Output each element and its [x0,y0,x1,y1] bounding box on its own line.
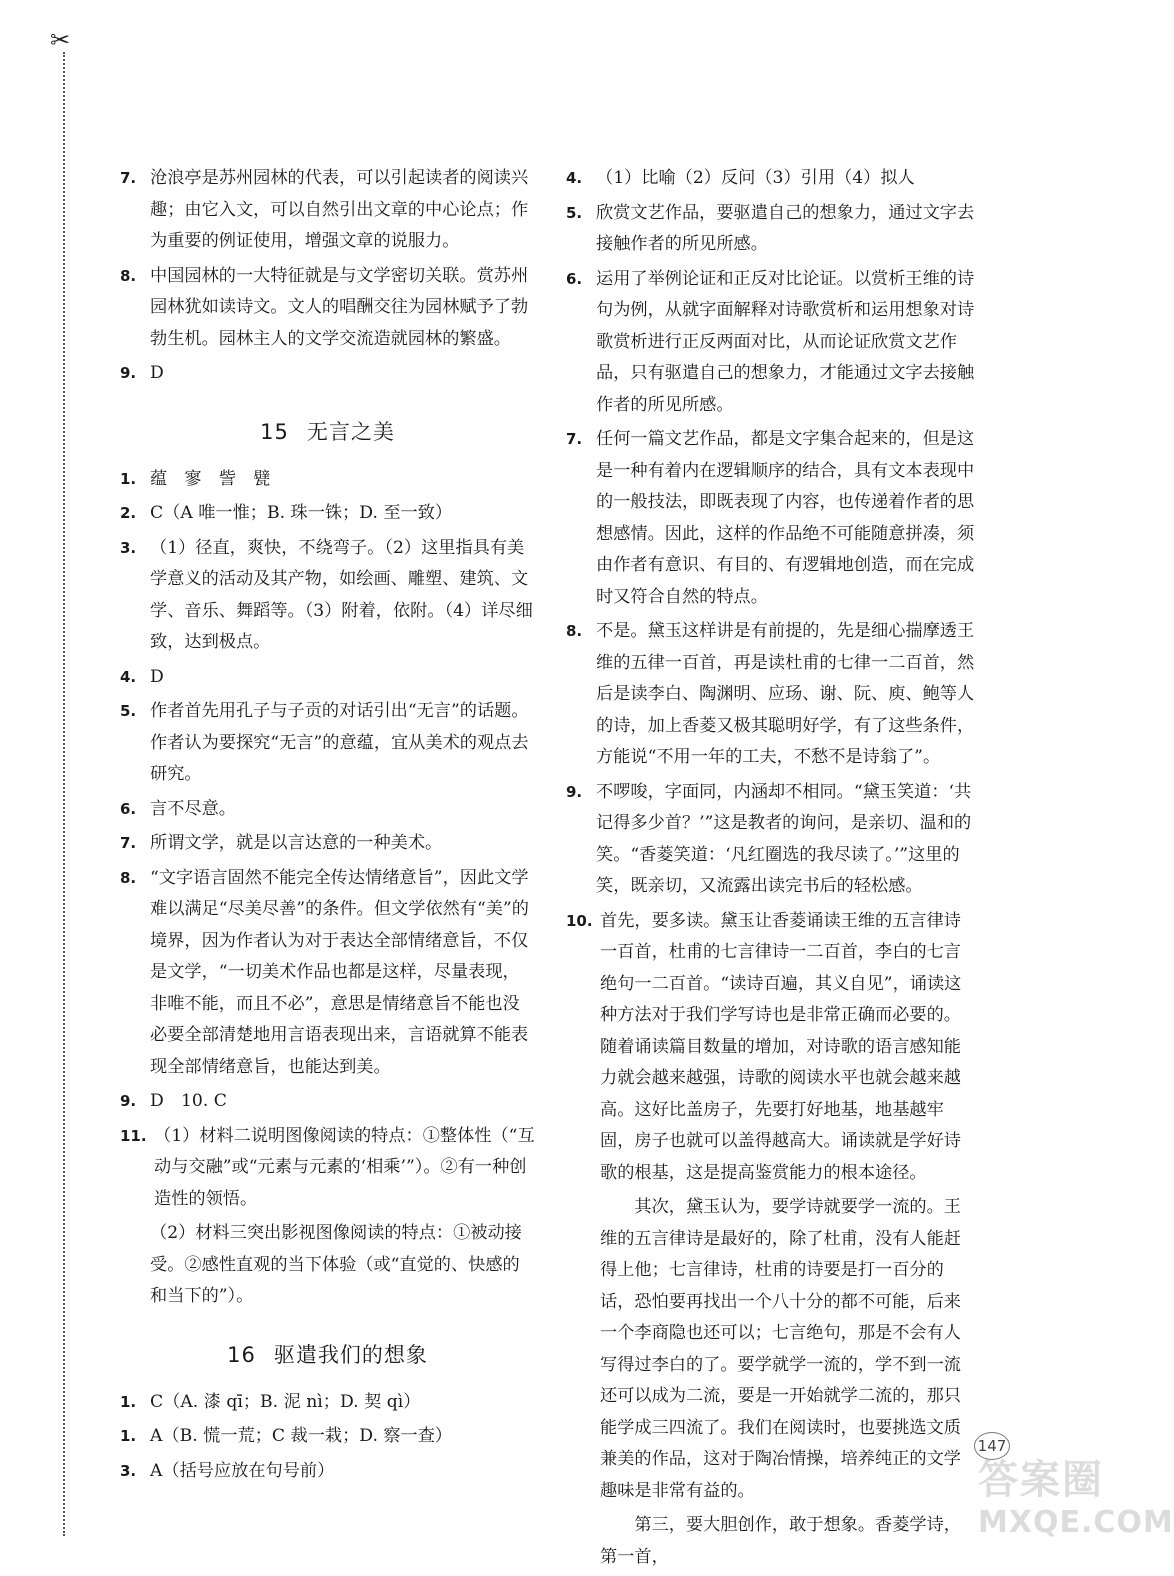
answer-text: D [150,666,164,687]
answer-text: 沧浪亭是苏州园林的代表，可以引起读者的阅读兴趣；由它入文，可以自然引出文章的中心论点；作为重要的例证使用，增强文章的说服力。 [150,168,529,251]
answer-text: A（B. 慌一荒；C 裁一栽；D. 察一查） [150,1426,453,1446]
answer-number: 9. [566,782,583,801]
answer-number: 7. [120,834,137,852]
answer-item [566,616,978,774]
answer-text: 运用了举例论证和正反对比论证。以赏析王维的诗句为例，从就字面解释对诗歌赏析和运用想象对诗歌赏析进行正反两面对比，从而论证欣赏文艺作品，只有驱遣自己的想象力，才能通过文字去接触作者的所见所感。 [596,268,975,415]
answer-item [120,662,535,694]
answer-number: 9. [120,1092,137,1110]
answer-text: 中国园林的一大特征就是与文学密切关联。赏苏州园林犹如读诗文。文人的唱酬交往为园林赋予了勃勃生机。园林主人的文学交流造就园林的繁盛。 [150,265,529,349]
answer-text: D [150,363,164,383]
answer-text: 所谓文学，就是以言达意的一种美术。 [150,833,443,853]
answer-item [120,1218,535,1313]
answer-item [566,163,978,195]
answer-item [120,498,535,530]
answer-item [566,906,978,1190]
answer-item [120,1086,535,1118]
answer-item [120,533,535,659]
answer-number: 6. [566,269,583,288]
section-15-title: 15 无言之美 [260,419,395,444]
answer-item [566,198,978,261]
answer-text: 首先，要多读。黛玉让香菱诵读王维的五言律诗一百首，杜甫的七言律诗一二百首，李白的七言绝句一二百首。“读诗百遍，其义自见”，诵读这种方法对于我们学写诗也是非常正确而必要的。随着诵读篇目数量的增加，对诗歌的语言感知能力就会越来越强，诗歌的阅读水平也就会越来越高。这好比盖房子，先要打好地基，地基越牢固，房子也就可以盖得越高大。诵读就是学好诗歌的根基，这是提高鉴赏能力的根本途径。 [600,910,962,1183]
answer-number: 4. [120,667,137,686]
answer-text: D 10. C [150,1091,227,1111]
answer-item [120,358,535,390]
answer-text: 蕴 寥 訾 甓 [150,468,271,489]
answer-number: 6. [120,799,137,818]
answer-text: A（括号应放在句号前） [150,1460,335,1481]
answer-number: 8. [566,622,583,640]
answer-item [120,163,535,258]
answer-number: 7. [120,169,137,187]
answer-text: （2）材料三突出影视图像阅读的特点：①被动接受。②感性直观的当下体验（或“直觉的、快感的和当下的”）。 [150,1223,522,1306]
answer-text: 不啰唆，字面同，内涵却不相同。“黛玉笑道：‘共记得多少首？’”这是教者的询问，是亲切、温和的笑。“香菱笑道：‘凡红圈选的我尽读了。’”这里的笑，既亲切，又流露出读完书后的轻松感。 [596,781,972,896]
answer-number: 2. [120,504,137,522]
scissors-icon: ✂ [50,26,71,54]
answer-number: 5. [120,702,137,720]
answer-item [120,1456,535,1488]
answer-item [120,696,535,791]
answer-item [566,264,978,422]
answer-text: 欣赏文艺作品，要驱遣自己的想象力，通过文字去接触作者的所见所感。 [596,202,975,254]
answer-text: C（A. 漆 qī；B. 泥 nì；D. 契 qì） [150,1391,421,1412]
answer-item [120,1421,535,1453]
answer-number: 5. [566,203,583,222]
answer-text: （1）径直，爽快，不绕弯子。（2）这里指具有美学意义的活动及其产物，如绘画、雕塑、建筑、文学、音乐、舞蹈等。（3）附着，依附。（4）详尽细致，达到极点。 [150,537,533,652]
answer-number: 3. [120,538,137,557]
answer-item [120,464,535,496]
section-16-title: 16 驱遣我们的想象 [227,1342,428,1367]
answer-paragraph: 第三，要大胆创作，敢于想象。香菱学诗，第一首， [600,1515,961,1567]
answer-text: （1）比喻（2）反问（3）引用（4）拟人 [596,168,915,188]
answer-number: 10. [566,911,593,930]
answer-number: 1. [120,469,137,488]
answer-item [566,424,978,613]
answer-item [120,261,535,356]
answer-text: C（A 唯一惟；B. 珠一铢；D. 至一致） [150,503,453,523]
answer-number: 9. [120,364,137,382]
cut-line [63,52,65,1536]
answer-text: 言不尽意。 [150,798,236,819]
answer-number: 3. [120,1461,137,1480]
answer-item [120,794,535,826]
answer-number: 1. [120,1427,137,1445]
answer-number: 1. [120,1392,137,1411]
answer-item [120,1121,535,1216]
answer-item [120,1387,535,1419]
answer-number: 8. [120,266,137,285]
answer-text: 作者首先用孔子与子贡的对话引出“无言”的话题。作者认为要探究“无言”的意蕴，宜从美术的观点去研究。 [150,701,529,784]
answer-number: 11. [120,1126,147,1145]
answer-paragraph: 其次，黛玉认为，要学诗就要学一流的。王维的五言律诗是最好的，除了杜甫，没有人能赶得上他；七言律诗，杜甫的诗要是打一百分的话，恐怕要再找出一个八十分的都不可能，后来一个李商隐也还可以；七言绝句，那是不会有人写得过李白的了。要学就学一流的，学不到一流还可以成为二流，要是一开始就学二流的，那只能学成三四流了。我们在阅读时，也要挑选文质兼美的作品，这对于陶冶情操，培养纯正的文学趣味是非常有益的。 [600,1197,961,1501]
answer-item [120,863,535,1084]
right-column [566,163,978,1576]
answer-text: 不是。黛玉这样讲是有前提的，先是细心揣摩透王维的五律一百首，再是读杜甫的七律一二百首，然后是读李白、陶渊明、应玚、谢、阮、庾、鲍等人的诗，加上香菱又极其聪明好学，有了这些条件，方能说“不用一年的工夫，不愁不是诗翁了”。 [596,621,975,767]
answer-number: 8. [120,868,137,887]
answer-item [120,828,535,860]
answer-text: 任何一篇文艺作品，都是文字集合起来的，但是这是一种有着内在逻辑顺序的结合，具有文本表现中的一般技法，即既表现了内容，也传递着作者的思想感情。因此，这样的作品绝不可能随意拼凑，须由作者有意识、有目的、有逻辑地创造，而在完成时又符合自然的特点。 [596,429,975,607]
answer-number: 7. [566,430,583,448]
watermark-logo: 答案圈 MXQE.COM [978,1457,1174,1540]
answer-item [566,777,978,903]
answer-text: （1）材料二说明图像阅读的特点：①整体性（“互动与交融”或“元素与元素的‘相乘’”）。②有一种创造性的领悟。 [154,1125,535,1209]
page-number: 147 [974,1432,1010,1460]
answer-number: 4. [566,169,583,187]
answer-text: “文字语言固然不能完全传达情绪意旨”，因此文学难以满足“尽美尽善”的条件。但文学依然有“美”的境界，因为作者认为对于表达全部情绪意旨，不仅是文学，“一切美术作品也都是这样，尽量表现，非唯不能，而且不必”，意思是情绪意旨不能也没必要全部清楚地用言语表现出来，言语就算不能表现全部情绪意旨，也能达到美。 [150,867,529,1077]
left-column [120,163,535,1490]
